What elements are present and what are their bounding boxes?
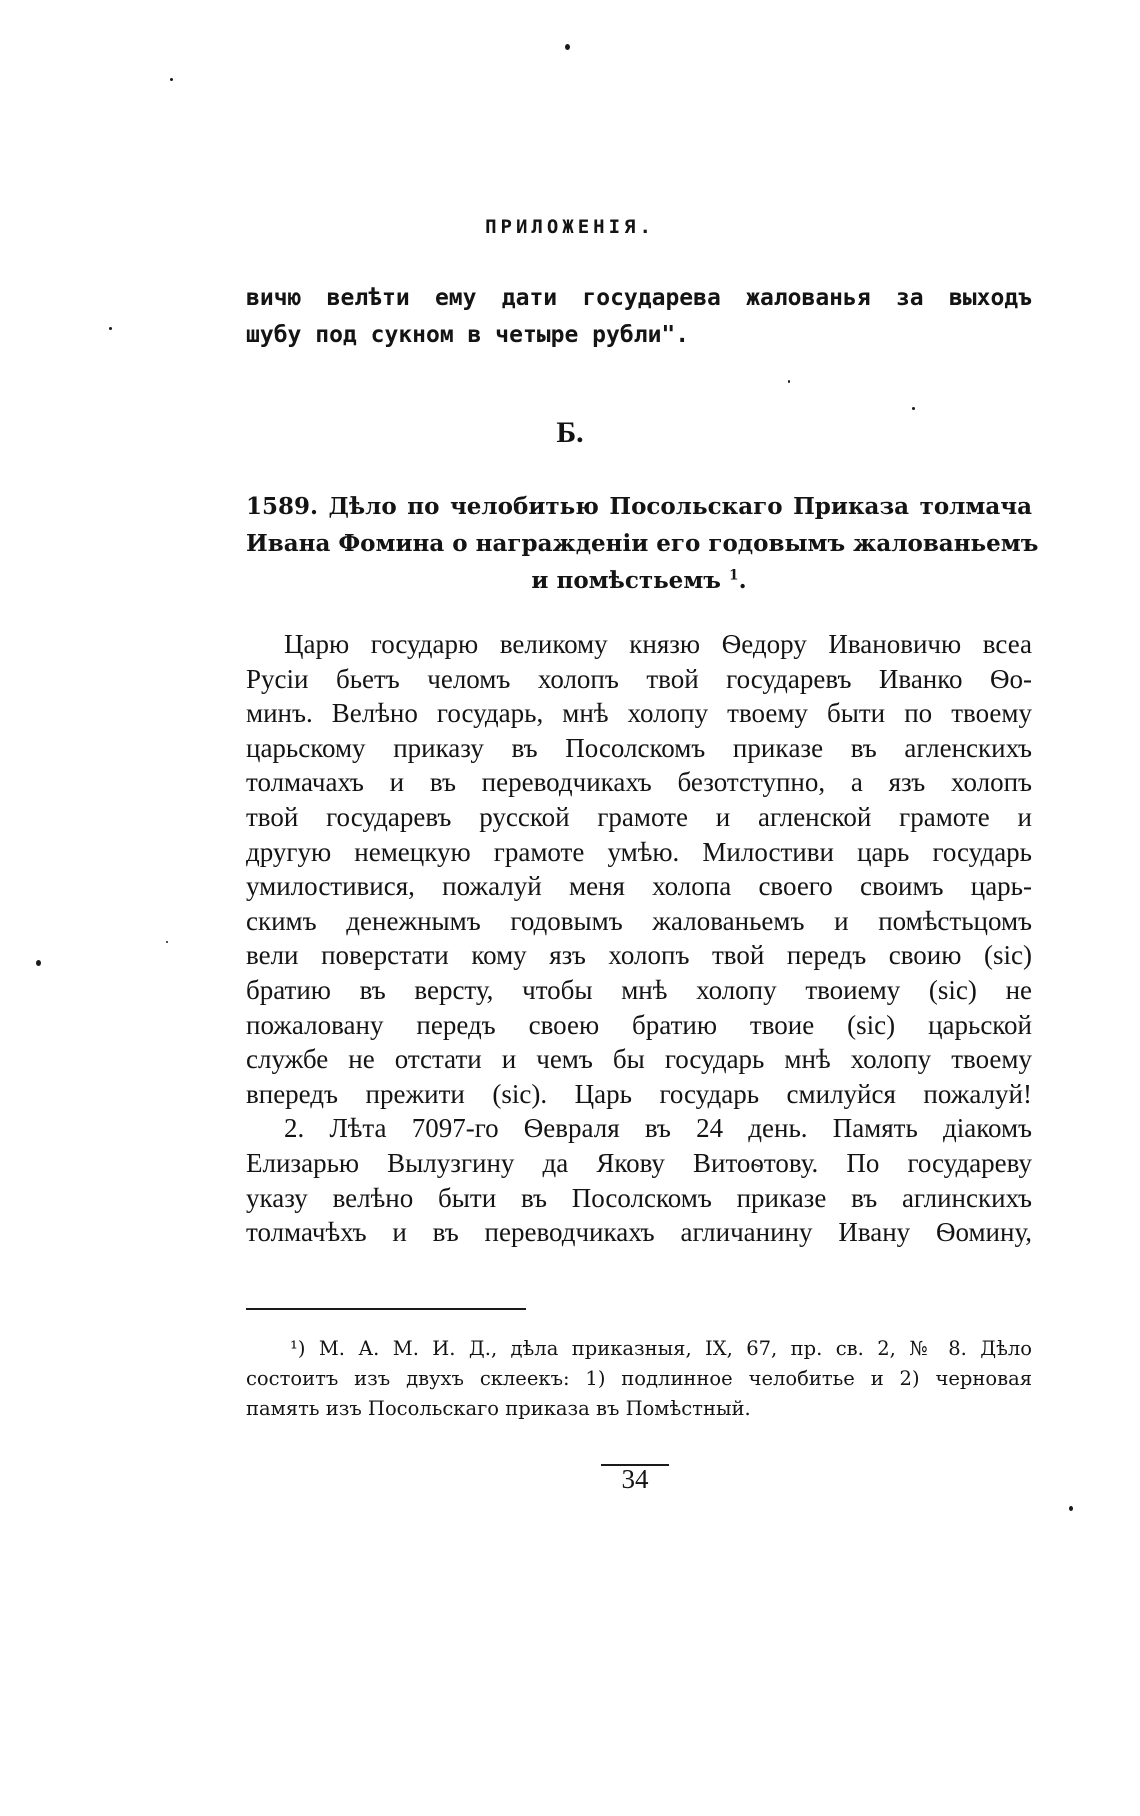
heading-line-final — [246, 562, 1032, 599]
footnote-reference: 1 — [728, 567, 739, 584]
heading-line: 1589. Дѣло по челобитью Посольскаго Приказа толмача — [246, 493, 1032, 520]
body-line: твой государевъ русской грамоте и агленской грамоте и — [246, 801, 1032, 832]
body-line: толмачѣхъ и въ переводчикахъ агличанину Ивану Ѳомину, — [246, 1217, 1032, 1248]
text-line: вичю велѣти ему дати государева жалованья за выходъ — [246, 285, 1032, 311]
body-line: Елизарью Вылузгину да Якову Витоѳтову. По государеву — [246, 1147, 1032, 1178]
body-line: толмачахъ и въ переводчикахъ безотступно, а язъ холопъ — [246, 767, 1032, 798]
body-line: Русіи бьетъ челомъ холопъ твой государевъ Иванко Ѳо- — [246, 663, 1032, 694]
body-line: вели поверстати кому язъ холопъ твой передъ своию (sic) — [246, 940, 1032, 971]
page-number: 34 — [621, 1464, 649, 1494]
heading-line: Ивана Фомина о награжденіи его годовымъ жалованьемъ — [246, 530, 1039, 557]
body-line: 2. Лѣта 7097-го Ѳевраля въ 24 день. Память діакомъ — [284, 1113, 1032, 1144]
body-line: Царю государю великому князю Ѳедору Ивановичю всеа — [284, 629, 1032, 659]
running-head: ПРИЛОЖЕНІЯ. — [485, 216, 655, 238]
body-line: указу велѣно быти въ Посолскомъ приказе въ аглинскихъ — [246, 1182, 1032, 1213]
body-text — [246, 627, 1032, 1250]
footnote-line: состоитъ изъ двухъ склеекъ: 1) подлинное челобитье и 2) черновая — [246, 1367, 1032, 1390]
body-line: впередъ прежити (sic). Царь государь смилуйся пожалуй! — [246, 1078, 1032, 1109]
body-line: пожаловану передъ своею братию твоие (sic) царьской — [246, 1009, 1032, 1040]
footnote-line: память изъ Посольскаго приказа въ Помѣстный. — [246, 1397, 751, 1420]
body-line: службе не отстати и чемъ бы государь мнѣ холопу твоему — [246, 1044, 1032, 1075]
document-heading — [246, 488, 1039, 599]
footnote-separator — [246, 1308, 526, 1310]
scan-speck — [166, 941, 168, 943]
heading-line-text: и помѣстьемъ — [531, 567, 721, 594]
text-line: шубу под сукном в четыре рубли". — [246, 322, 690, 348]
body-line: умилостивися, пожалуй меня холопа своего своимъ царь- — [246, 871, 1032, 902]
scan-speck — [565, 44, 570, 50]
scan-speck — [788, 380, 790, 383]
scan-speck — [109, 327, 112, 330]
body-line: царьскому приказу въ Посолскомъ прикaзе въ агленскихъ — [246, 732, 1032, 763]
body-line: другую немецкую грамоте умѣю. Милостиви царь государь — [246, 836, 1032, 867]
section-letter: Б. — [556, 416, 584, 449]
body-line: минъ. Велѣно государь, мнѣ холопу твоему быти по твоему — [246, 698, 1032, 729]
body-line: братию въ версту, чтобы мнѣ холопу твоиему (sic) не — [246, 974, 1032, 1005]
footnote — [246, 1334, 1032, 1424]
body-line: скимъ денежнымъ годовымъ жалованьемъ и помѣстьцомъ — [246, 905, 1032, 936]
scan-speck — [1069, 1506, 1073, 1511]
continuation-text — [246, 280, 1032, 354]
scan-speck — [170, 78, 173, 81]
footnote-line: ¹) М. А. М. И. Д., дѣла приказныя, IX, 67, пр. св. 2, № 8. Дѣло — [290, 1337, 1032, 1360]
scan-speck — [912, 407, 915, 410]
scan-speck — [36, 960, 41, 966]
heading-end-mark: . — [738, 567, 747, 594]
